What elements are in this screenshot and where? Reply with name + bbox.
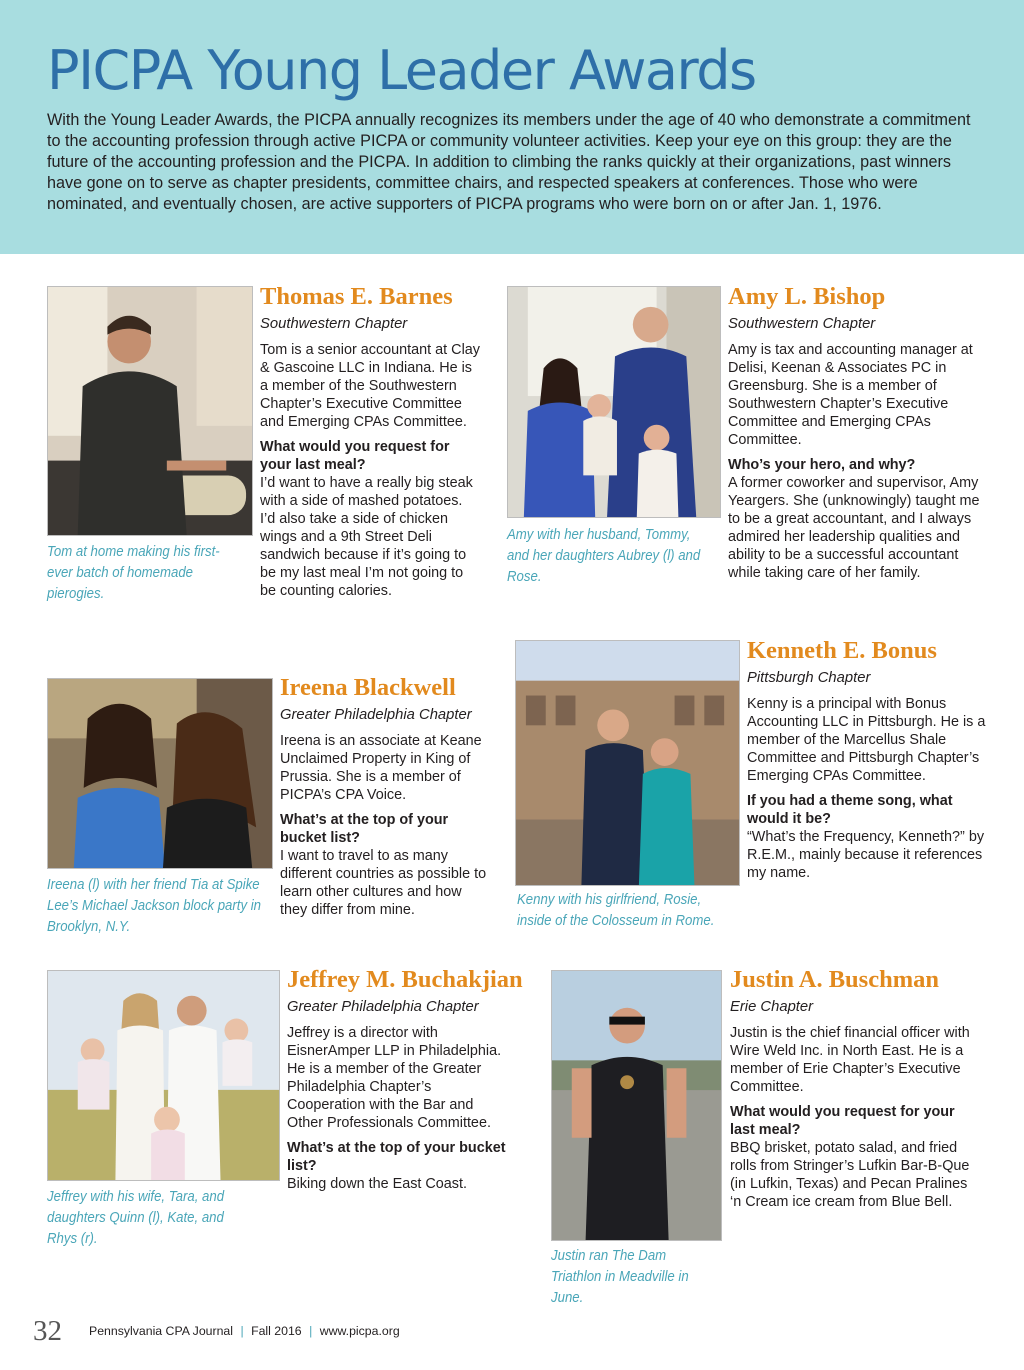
caption-jeffrey-buchakjian: Jeffrey with his wife, Tara, and daughters Quinn (l), Kate, and Rhys (r). bbox=[47, 1188, 225, 1247]
photo-thomas-barnes bbox=[47, 286, 253, 536]
winner-name: Thomas E. Barnes bbox=[260, 283, 453, 310]
entry-kenneth-bonus bbox=[747, 637, 992, 882]
page-title: PICPA Young Leader Awards bbox=[47, 39, 756, 102]
winner-answer: BBQ brisket, potato salad, and fried rolls from Stringer’s Lufkin Bar-B-Que (in Lufkin, Texas) and Pecan Pralines ‘n Cream ice cream from Blue Bell. bbox=[730, 1140, 970, 1210]
winner-chapter: Pittsburgh Chapter bbox=[747, 670, 871, 686]
winner-chapter: Greater Philadelphia Chapter bbox=[280, 707, 472, 723]
entry-jeffrey-buchakjian bbox=[287, 966, 523, 1193]
winner-chapter: Erie Chapter bbox=[730, 999, 814, 1015]
winner-chapter: Greater Philadelphia Chapter bbox=[287, 999, 479, 1015]
winner-question: What would you request for your last meal? bbox=[260, 439, 450, 473]
caption-amy-bishop: Amy with her husband, Tommy, and her daughters Aubrey (l) and Rose. bbox=[507, 526, 701, 585]
entry-thomas-barnes bbox=[260, 283, 480, 600]
winner-chapter: Southwestern Chapter bbox=[728, 316, 876, 332]
caption-ireena-blackwell: Ireena (l) with her friend Tia at Spike Lee’s Michael Jackson block party in Brooklyn, N.Y. bbox=[47, 876, 262, 935]
winner-name: Justin A. Buschman bbox=[730, 966, 940, 993]
publication-name: Pennsylvania CPA Journal bbox=[89, 1324, 234, 1338]
winner-question: Who’s your hero, and why? bbox=[728, 457, 916, 473]
caption-kenneth-bonus: Kenny with his girlfriend, Rosie, inside of the Colosseum in Rome. bbox=[517, 891, 715, 929]
winner-bio: Amy is tax and accounting manager at Delisi, Keenan & Associates PC in Greensburg. She is a member of Southwestern Chapter’s Executive Committee and Emerging CPAs Committee. bbox=[728, 342, 973, 448]
winner-question: What’s at the top of your bucket list? bbox=[287, 1140, 506, 1174]
photo-amy-bishop bbox=[507, 286, 721, 518]
entry-justin-buschman bbox=[730, 966, 970, 1211]
winner-name: Ireena Blackwell bbox=[280, 674, 456, 701]
page-number: 32 bbox=[33, 1315, 62, 1347]
footer-text bbox=[89, 1324, 400, 1338]
website-link[interactable]: www.picpa.org bbox=[319, 1324, 400, 1338]
header-banner bbox=[0, 0, 1024, 254]
photo-jeffrey-buchakjian bbox=[47, 970, 280, 1181]
winner-bio: Tom is a senior accountant at Clay & Gascoine LLC in Indiana. He is a member of the Southwestern Chapter’s Executive Committee and Emerging CPAs Committee. bbox=[260, 342, 480, 430]
winner-answer: I’d want to have a really big steak with a side of mashed potatoes. I’d also take a side of chicken wings and a 9th Street Deli sandwich because if it’s going to be my last meal I’m not going to be counting calories. bbox=[260, 475, 473, 599]
winner-name: Amy L. Bishop bbox=[728, 283, 886, 310]
photo-kenneth-bonus bbox=[515, 640, 740, 886]
winner-bio: Ireena is an associate at Keane Unclaimed Property in King of Prussia. She is a member of PICPA’s CPA Voice. bbox=[280, 733, 482, 803]
winner-question: What would you request for your last meal? bbox=[730, 1104, 955, 1138]
caption-justin-buschman: Justin ran The Dam Triathlon in Meadville in June. bbox=[551, 1247, 689, 1306]
winner-answer: “What’s the Frequency, Kenneth?” by R.E.M., mainly because it references my name. bbox=[747, 829, 985, 881]
winner-bio: Kenny is a principal with Bonus Accounting LLC in Pittsburgh. He is a member of the Marcellus Shale Committee and Pittsburgh Chapter’s Emerging CPAs Committee. bbox=[747, 696, 986, 784]
photo-ireena-blackwell bbox=[47, 678, 273, 869]
entry-ireena-blackwell bbox=[280, 674, 492, 919]
caption-thomas-barnes: Tom at home making his first-ever batch of homemade pierogies. bbox=[47, 543, 220, 602]
winner-question: If you had a theme song, what would it be? bbox=[747, 793, 953, 827]
winner-answer: Biking down the East Coast. bbox=[287, 1176, 467, 1192]
winner-chapter: Southwestern Chapter bbox=[260, 316, 408, 332]
winner-name: Kenneth E. Bonus bbox=[747, 637, 937, 664]
issue-date: Fall 2016 bbox=[251, 1324, 302, 1338]
winner-bio: Jeffrey is a director with EisnerAmper LLP in Philadelphia. He is a member of the Greater Philadelphia Chapter’s Cooperation with the Bar and Other Professionals Committee. bbox=[287, 1025, 502, 1131]
winner-question: What’s at the top of your bucket list? bbox=[280, 812, 449, 846]
winner-answer: I want to travel to as many different countries as possible to learn other cultures and how they differ from mine. bbox=[280, 848, 487, 918]
entry-amy-bishop bbox=[728, 283, 988, 582]
photo-justin-buschman bbox=[551, 970, 722, 1241]
footer-separator: | bbox=[309, 1324, 313, 1338]
footer-separator: | bbox=[240, 1324, 244, 1338]
winner-bio: Justin is the chief financial officer with Wire Weld Inc. in North East. He is a member of Erie Chapter’s Executive Committee. bbox=[730, 1025, 970, 1095]
winner-answer: A former coworker and supervisor, Amy Yeargers. She (unknowingly) taught me to be a great accountant, and I always admired her leadership qualities and ability to be a successful accountant while taking care of her family. bbox=[728, 475, 980, 581]
intro-paragraph: With the Young Leader Awards, the PICPA annually recognizes its members under the age of 40 who demonstrate a commitment to the accounting profession through active PICPA or community volunteer activities. Keep your eye on this group: they are the future of the accounting profession and the PICPA. In addition to climbing the ranks quickly at their organizations, past winners have gone on to serve as chapter presidents, committee chairs, and respected speakers at conferences. Those who were nominated, and eventually chosen, are active supporters of PICPA programs who were born on or after Jan. 1, 1976. bbox=[47, 111, 971, 213]
winner-name: Jeffrey M. Buchakjian bbox=[287, 966, 523, 993]
